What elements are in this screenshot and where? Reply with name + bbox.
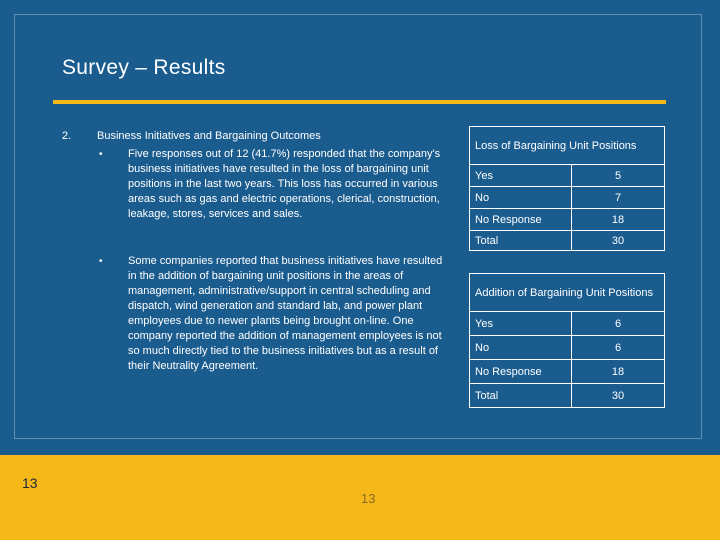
bullet-text-loss: Five responses out of 12 (41.7%) responded that the company's business initiatives have resulted in the loss of bargaining unit positions in the last two years. This loss has occurred in various areas such as gas and electric operations, clerical, construction, leakage, stores, services and sales. xyxy=(128,148,441,220)
row-value: 18 xyxy=(572,360,665,384)
row-label: No Response xyxy=(470,360,572,384)
page-number-center: 13 xyxy=(361,491,376,506)
table-row xyxy=(470,209,665,231)
table-row xyxy=(470,336,665,360)
table-row xyxy=(470,312,665,336)
bullet-marker: • xyxy=(99,149,103,160)
section-heading: Business Initiatives and Bargaining Outcomes xyxy=(97,130,321,142)
item-number: 2. xyxy=(62,130,72,142)
row-value: 7 xyxy=(572,187,665,209)
row-label: Total xyxy=(470,384,572,408)
loss-table-header: Loss of Bargaining Unit Positions xyxy=(470,127,665,165)
row-label: Total xyxy=(470,231,572,251)
title-underline xyxy=(53,100,666,104)
row-value: 5 xyxy=(572,165,665,187)
row-value: 18 xyxy=(572,209,665,231)
row-value: 30 xyxy=(572,231,665,251)
addition-table-header: Addition of Bargaining Unit Positions xyxy=(470,274,665,312)
table-header-row xyxy=(470,274,665,312)
table-row xyxy=(470,187,665,209)
addition-table xyxy=(469,273,665,408)
table-row xyxy=(470,231,665,251)
table-header-row xyxy=(470,127,665,165)
table-row xyxy=(470,165,665,187)
table-row xyxy=(470,384,665,408)
row-label: No xyxy=(470,187,572,209)
row-value: 30 xyxy=(572,384,665,408)
table-row xyxy=(470,360,665,384)
row-label: No Response xyxy=(470,209,572,231)
page-number: 13 xyxy=(22,475,38,491)
row-label: No xyxy=(470,336,572,360)
slide-title: Survey – Results xyxy=(62,56,226,79)
bullet-text-addition: Some companies reported that business initiatives have resulted in the addition of bargaining unit positions in the areas of management, administrative/support in central scheduling and dispatch, wind generation and standard lab, and power plant employees due to newer plants being brought on-line. One company reported the addition of management employees is not so much directly tied to the business initiatives but as a result of their Neutrality Agreement. xyxy=(128,255,443,372)
loss-table xyxy=(469,126,665,251)
row-value: 6 xyxy=(572,336,665,360)
bullet-marker: • xyxy=(99,256,103,267)
row-label: Yes xyxy=(470,312,572,336)
row-value: 6 xyxy=(572,312,665,336)
row-label: Yes xyxy=(470,165,572,187)
